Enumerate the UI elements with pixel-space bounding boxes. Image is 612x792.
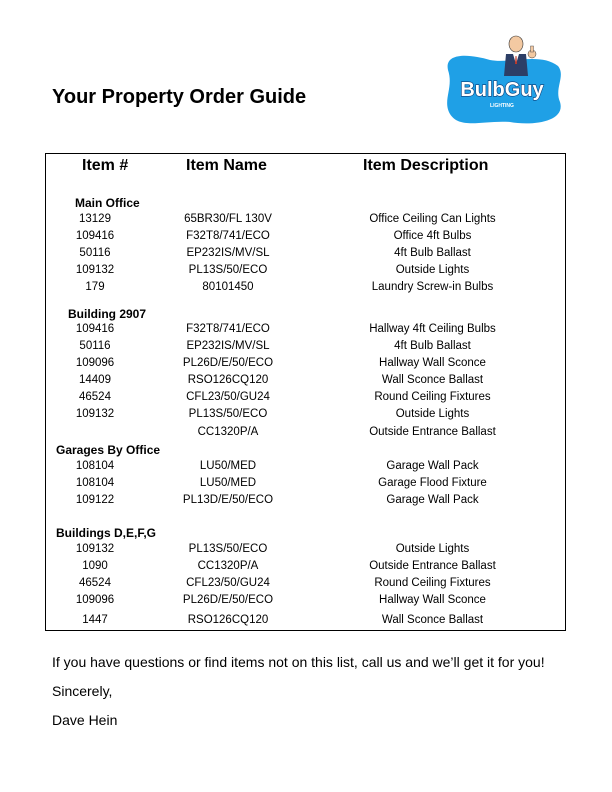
item-name-cell: PL13D/E/50/ECO — [182, 494, 274, 506]
header-item-number: Item # — [82, 157, 129, 174]
item-description-cell: Round Ceiling Fixtures — [374, 391, 491, 403]
section-heading: Building 2907 — [68, 307, 147, 321]
item-number-cell: 109132 — [75, 408, 115, 420]
item-number-cell: 50116 — [79, 340, 111, 352]
item-number-cell: 108104 — [75, 460, 115, 472]
item-description-cell: Outside Entrance Ballast — [369, 560, 496, 572]
item-description-cell: Garage Flood Fixture — [378, 477, 487, 489]
item-name-cell: CC1320P/A — [197, 426, 259, 438]
item-description-cell: Hallway 4ft Ceiling Bulbs — [369, 323, 496, 335]
bulbguy-logo — [440, 30, 565, 135]
item-number-cell: 108104 — [75, 477, 115, 489]
item-name-cell: PL13S/50/ECO — [188, 543, 268, 555]
item-description-cell: 4ft Bulb Ballast — [394, 340, 471, 352]
item-description-cell: 4ft Bulb Ballast — [394, 247, 471, 259]
item-description-cell: Wall Sconce Ballast — [381, 374, 484, 386]
section-heading: Buildings D,E,F,G — [56, 526, 157, 540]
item-description-cell: Outside Lights — [395, 264, 470, 276]
item-name-cell: LU50/MED — [199, 460, 257, 472]
header-item-name: Item Name — [186, 157, 267, 174]
item-name-cell: EP232IS/MV/SL — [186, 247, 270, 259]
header-item-description: Item Description — [363, 157, 489, 174]
item-description-cell: Garage Wall Pack — [386, 494, 479, 506]
item-description-cell: Office Ceiling Can Lights — [369, 213, 496, 225]
item-number-cell: 14409 — [79, 374, 111, 386]
item-name-cell: EP232IS/MV/SL — [186, 340, 270, 352]
item-number-cell: 109096 — [75, 357, 115, 369]
item-description-cell: Outside Entrance Ballast — [369, 426, 496, 438]
item-number-cell: 1447 — [82, 614, 108, 626]
item-number-cell: 50116 — [79, 247, 111, 259]
item-number-cell: 109416 — [75, 323, 115, 335]
item-name-cell: F32T8/741/ECO — [186, 323, 270, 335]
item-description-cell: Hallway Wall Sconce — [379, 594, 486, 606]
item-description-cell: Outside Lights — [395, 408, 470, 420]
item-number-cell: 13129 — [79, 213, 111, 225]
item-description-cell: Office 4ft Bulbs — [393, 230, 472, 242]
item-number-cell: 179 — [85, 281, 105, 293]
item-name-cell: 65BR30/FL 130V — [184, 213, 272, 225]
item-number-cell: 1090 — [82, 560, 108, 572]
item-name-cell: PL26D/E/50/ECO — [182, 357, 274, 369]
footer-note: If you have questions or find items not on this list, call us and we’ll get it for you! — [52, 654, 545, 670]
item-number-cell: 109122 — [75, 494, 115, 506]
item-description-cell: Round Ceiling Fixtures — [374, 577, 491, 589]
signature: Dave Hein — [52, 712, 118, 728]
item-description-cell: Hallway Wall Sconce — [379, 357, 486, 369]
item-description-cell: Outside Lights — [395, 543, 470, 555]
item-number-cell: 109416 — [75, 230, 115, 242]
item-number-cell: 109132 — [75, 264, 115, 276]
item-description-cell: Wall Sconce Ballast — [381, 614, 484, 626]
item-name-cell: CFL23/50/GU24 — [186, 577, 270, 589]
page-title: Your Property Order Guide — [52, 86, 307, 108]
logo-tagline: LIGHTING — [490, 103, 514, 109]
item-number-cell: 46524 — [79, 577, 111, 589]
item-name-cell: F32T8/741/ECO — [186, 230, 270, 242]
item-description-cell: Laundry Screw-in Bulbs — [371, 281, 494, 293]
item-number-cell: 109096 — [75, 594, 115, 606]
item-name-cell: CFL23/50/GU24 — [186, 391, 270, 403]
item-name-cell: CC1320P/A — [197, 560, 259, 572]
item-description-cell: Garage Wall Pack — [386, 460, 479, 472]
closing: Sincerely, — [52, 683, 113, 699]
item-name-cell: RSO126CQ120 — [187, 374, 269, 386]
item-name-cell: 80101450 — [202, 281, 254, 293]
item-number-cell: 109132 — [75, 543, 115, 555]
item-number-cell: 46524 — [79, 391, 111, 403]
item-name-cell: PL13S/50/ECO — [188, 408, 268, 420]
section-heading: Main Office — [75, 196, 140, 210]
item-name-cell: PL13S/50/ECO — [188, 264, 268, 276]
item-name-cell: PL26D/E/50/ECO — [182, 594, 274, 606]
logo-brand: BulbGuy — [460, 79, 544, 101]
item-name-cell: LU50/MED — [199, 477, 257, 489]
item-name-cell: RSO126CQ120 — [187, 614, 269, 626]
section-heading: Garages By Office — [56, 443, 161, 457]
